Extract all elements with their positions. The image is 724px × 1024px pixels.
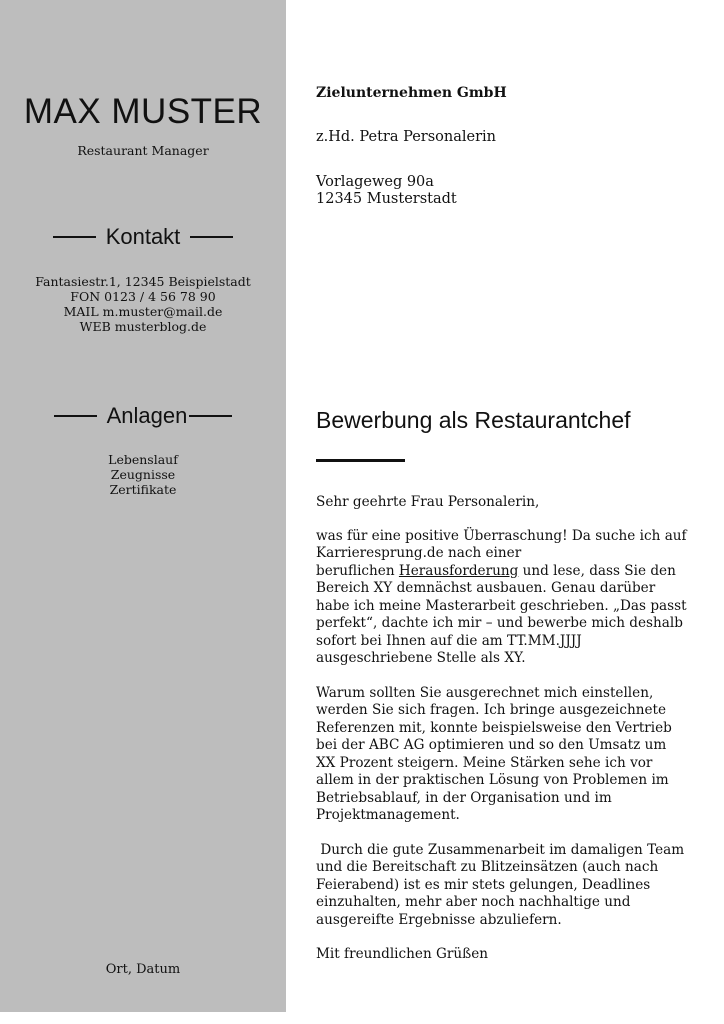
text-fragment: beruflichen: [316, 562, 399, 579]
recipient-company: Zielunternehmen GmbH: [316, 85, 507, 101]
contact-phone: FON 0123 / 4 56 78 90: [70, 289, 216, 304]
applicant-name: MAX MUSTER: [23, 92, 263, 131]
salutation: Sehr geehrte Frau Personalerin,: [316, 494, 540, 510]
text-line: Betriebsablauf, in der Organisation und im: [316, 789, 612, 806]
text-line: Feierabend) ist es mir stets gelungen, Deadlines: [316, 876, 651, 893]
heading-rule-right: [190, 236, 233, 238]
attachments-list: [0, 452, 286, 497]
text-line: allem in der praktischen Lösung von Problemen im: [316, 772, 669, 788]
text-line: ausgeschriebene Stelle als XY.: [316, 650, 526, 666]
attachments-heading: [0, 403, 286, 429]
attachments-heading-label: Anlagen: [106, 403, 188, 428]
subject-underline: [316, 459, 405, 462]
highlighted-word: Herausforderung: [398, 562, 519, 579]
paragraph-1: [316, 528, 696, 668]
attachment-item: Zertifikate: [109, 482, 177, 497]
text-fragment: und lese, dass Sie den: [518, 562, 676, 579]
text-line: Projektmanagement.: [316, 807, 460, 823]
text-line: bei der ABC AG optimieren und so den Umsatz um: [316, 737, 667, 753]
recipient-attention: z.Hd. Petra Personalerin: [316, 129, 496, 145]
text-line: perfekt“, dachte ich mir – und bewerbe mich deshalb: [316, 615, 683, 631]
text-line: [316, 563, 696, 581]
text-line: sofort bei Ihnen auf die am TT.MM.JJJJ: [316, 632, 582, 649]
heading-rule-right: [189, 415, 232, 417]
heading-rule-left: [53, 236, 96, 238]
text-line: werden Sie sich fragen. Ich bringe ausgezeichnete: [316, 702, 667, 718]
attachment-item: Zeugnisse: [110, 467, 176, 482]
text-line: Bereich XY demnächst ausbauen. Genau darüber: [316, 580, 656, 596]
contact-details: [0, 274, 286, 334]
text-line: Referenzen mit, konnte beispielsweise den Vertrieb: [316, 719, 672, 736]
applicant-role: Restaurant Manager: [77, 143, 209, 158]
sidebar: [0, 0, 286, 1012]
recipient-address: [316, 174, 457, 208]
recipient-city: 12345 Musterstadt: [316, 191, 457, 207]
contact-address: Fantasiestr.1, 12345 Beispielstadt: [35, 274, 251, 289]
text-line: Warum sollten Sie ausgerechnet mich einstellen,: [316, 684, 654, 701]
letter-subject: Bewerbung als Restaurantchef: [316, 407, 631, 433]
contact-web: WEB musterblog.de: [79, 319, 207, 334]
attachment-item: Lebenslauf: [108, 452, 178, 467]
text-line: was für eine positive Überraschung! Da suche ich auf: [316, 527, 687, 544]
text-line: ausgereifte Ergebnisse abzuliefern.: [316, 911, 562, 928]
recipient-street: Vorlageweg 90a: [316, 174, 434, 190]
text-line: Durch die gute Zusammenarbeit im damaligen Team: [316, 841, 685, 858]
letter-text: [316, 494, 696, 964]
closing: Mit freundlichen Grüßen: [316, 946, 489, 962]
heading-rule-left: [54, 415, 97, 417]
paragraph-3: [316, 842, 696, 930]
text-line: XX Prozent steigern. Meine Stärken sehe ich vor: [316, 754, 653, 771]
text-line: Karrieresprung.de nach einer: [316, 545, 522, 561]
contact-mail: MAIL m.muster@mail.de: [63, 304, 223, 319]
text-line: und die Bereitschaft zu Blitzeinsätzen (auch nach: [316, 859, 659, 875]
paragraph-2: [316, 685, 696, 825]
text-line: habe ich meine Masterarbeit geschrieben. „Das passt: [316, 597, 687, 614]
contact-heading: [0, 224, 286, 250]
contact-heading-label: Kontakt: [105, 224, 181, 249]
text-line: einzuhalten, mehr aber noch nachhaltige und: [316, 894, 631, 910]
place-date: Ort, Datum: [105, 962, 181, 977]
